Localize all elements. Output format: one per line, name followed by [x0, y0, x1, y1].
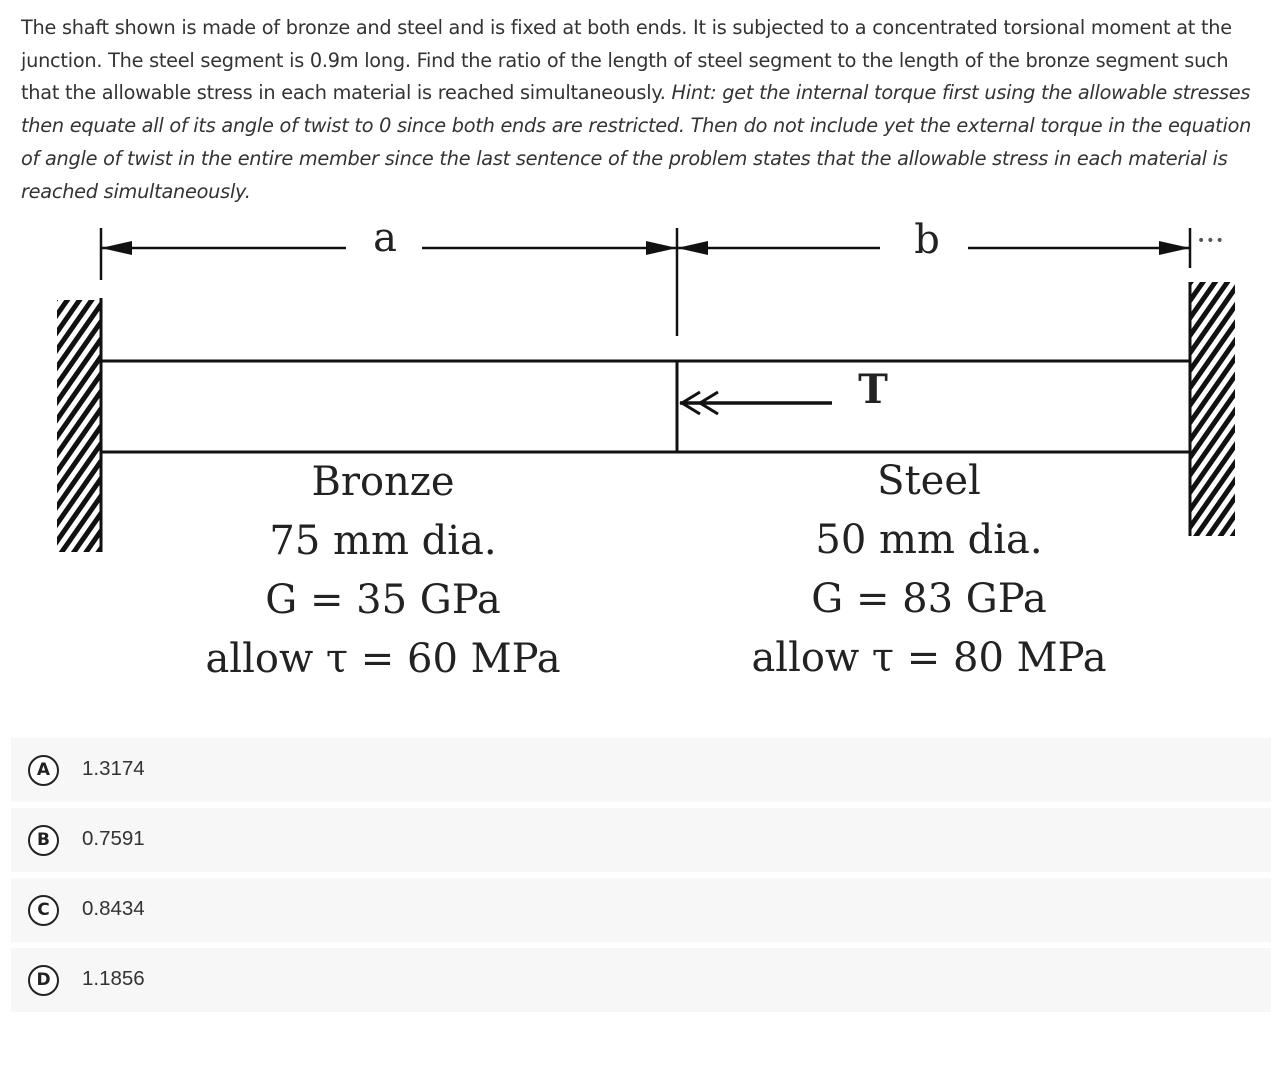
question-hint: Hint: get the internal torque first using the allowable stresses then equate all of its angle of twist to 0 since both ends are restricted. Then do not include yet the external torque in the equation of angle of twist in the entire member since the last sentence of the problem states that the allowable stress in each material is reached simultaneously.	[21, 81, 1252, 203]
shaft-figure	[0, 200, 1284, 720]
option-c-value: 0.8434	[82, 897, 145, 920]
option-b-value: 0.7591	[82, 827, 145, 850]
dim-b-arrow-left	[677, 241, 708, 255]
question-text	[21, 12, 1271, 208]
more-horizontal-icon[interactable]: •••	[1197, 233, 1225, 249]
dim-a-arrow-right	[646, 241, 677, 255]
right-fixed-support	[1190, 282, 1235, 536]
steel-diameter: 50 mm dia.	[815, 517, 1043, 563]
dim-b-arrow-right	[1159, 241, 1190, 255]
bronze-diameter: 75 mm dia.	[269, 518, 497, 564]
option-c-letter: C	[28, 895, 59, 926]
answer-options	[11, 738, 1271, 1018]
option-d[interactable]	[11, 948, 1271, 1012]
bronze-allowable-stress: allow τ = 60 MPa	[205, 636, 561, 682]
bronze-name: Bronze	[311, 459, 455, 505]
torque-label: T	[858, 366, 888, 413]
steel-name: Steel	[877, 458, 981, 504]
option-c[interactable]	[11, 878, 1271, 942]
steel-properties	[751, 452, 1106, 688]
option-b-letter: B	[28, 825, 59, 856]
option-a-value: 1.3174	[82, 757, 145, 780]
option-a[interactable]	[11, 738, 1271, 802]
option-d-value: 1.1856	[82, 967, 145, 990]
bronze-modulus: G = 35 GPa	[265, 577, 501, 623]
option-b[interactable]	[11, 808, 1271, 872]
steel-allowable-stress: allow τ = 80 MPa	[751, 635, 1107, 681]
bronze-properties	[205, 453, 560, 689]
question-body: The shaft shown is made of bronze and steel and is fixed at both ends. It is subjected to a concentrated torsional moment at the junction. The steel segment is 0.9m long. Find the ratio of the length of steel segment to the length of the bronze segment such that the allowable stress in each material is reached simultaneously.	[21, 16, 1232, 105]
left-fixed-support	[57, 300, 101, 552]
dim-b-label: b	[914, 217, 940, 263]
option-a-letter: A	[28, 755, 59, 786]
dim-a-arrow-left	[101, 241, 132, 255]
dim-a-label: a	[373, 215, 397, 261]
steel-modulus: G = 83 GPa	[811, 576, 1047, 622]
option-d-letter: D	[28, 965, 59, 996]
